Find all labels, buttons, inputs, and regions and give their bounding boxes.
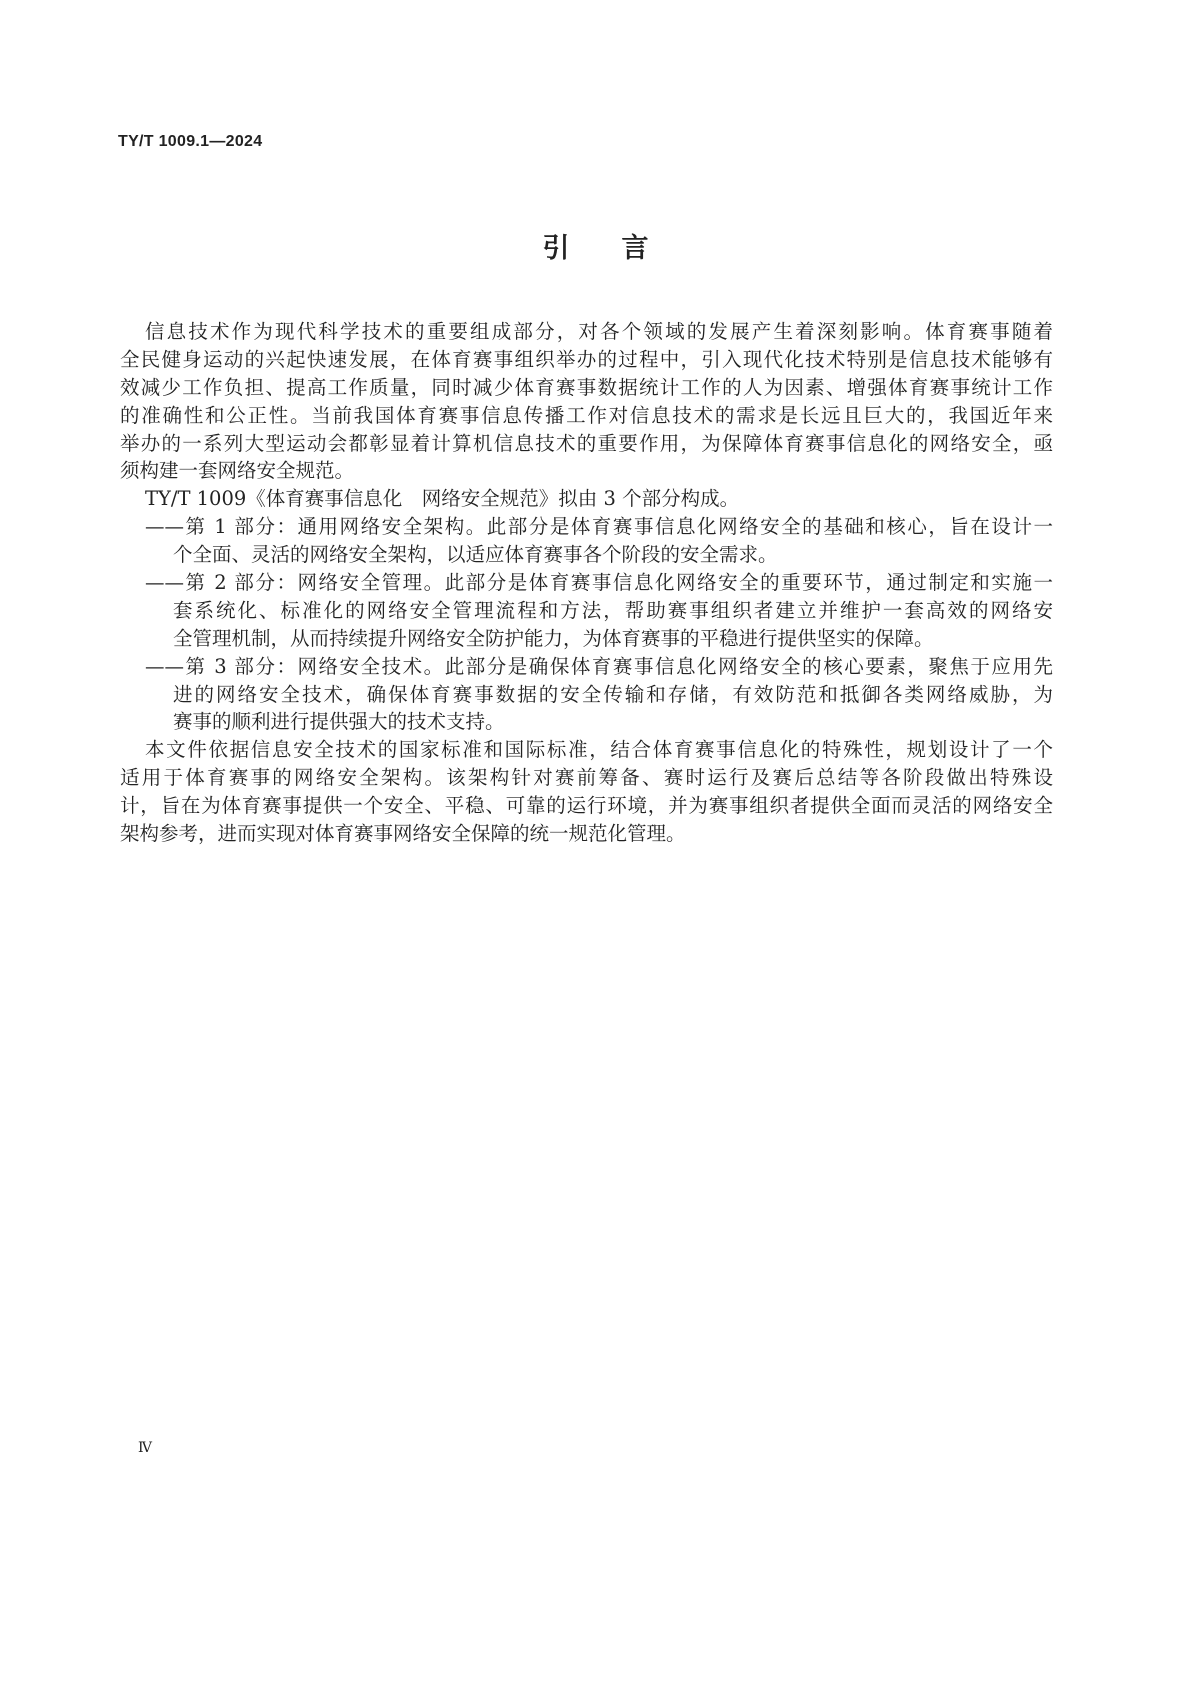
text-line: ——第 3 部分：网络安全技术。此部分是确保体育赛事信息化网络安全的核心要素，聚焦于应用先 <box>145 654 1053 678</box>
text-line: 的准确性和公正性。当前我国体育赛事信息传播工作对信息技术的需求是长远且巨大的，我国近年来 <box>120 403 1053 427</box>
text-line: 本文件依据信息安全技术的国家标准和国际标准，结合体育赛事信息化的特殊性，规划设计了一个 <box>145 738 1053 762</box>
title-char: 引 <box>542 233 570 264</box>
standard-code: TY/T 1009.1—2024 <box>118 133 263 150</box>
page-title <box>0 226 1191 265</box>
text-line: 效减少工作负担、提高工作质量，同时减少体育赛事数据统计工作的人为因素、增强体育赛事统计工作 <box>120 375 1053 399</box>
paragraph <box>120 736 1053 848</box>
text-line: ——第 2 部分：网络安全管理。此部分是体育赛事信息化网络安全的重要环节，通过制定和实施一 <box>145 571 1053 595</box>
text-line: 赛事的顺利进行提供强大的技术支持。 <box>173 710 505 734</box>
page-number: Ⅳ <box>138 1440 152 1456</box>
text-line: 须构建一套网络安全规范。 <box>120 459 355 483</box>
title-char: 言 <box>621 233 649 264</box>
text-line: 信息技术作为现代科学技术的重要组成部分，对各个领域的发展产生着深刻影响。体育赛事随着 <box>145 320 1053 343</box>
list-item <box>120 513 1053 569</box>
text-line: ——第 1 部分：通用网络安全架构。此部分是体育赛事信息化网络安全的基础和核心，旨在设计一 <box>145 515 1053 539</box>
text-line: 适用于体育赛事的网络安全架构。该架构针对赛前筹备、赛时运行及赛后总结等各阶段做出特殊设 <box>120 766 1053 790</box>
text-line: 套系统化、标准化的网络安全管理流程和方法，帮助赛事组织者建立并维护一套高效的网络安 <box>173 598 1053 622</box>
list-item <box>120 569 1053 653</box>
text-line: 个全面、灵活的网络安全架构，以适应体育赛事各个阶段的安全需求。 <box>173 543 778 567</box>
text-line: 进的网络安全技术，确保体育赛事数据的安全传输和存储，有效防范和抵御各类网络威胁，为 <box>173 682 1053 706</box>
text-line: 举办的一系列大型运动会都彰显着计算机信息技术的重要作用，为保障体育赛事信息化的网络安全，亟 <box>120 431 1053 455</box>
text-line: TY/T 1009《体育赛事信息化 网络安全规范》拟由 3 个部分构成。 <box>145 487 740 511</box>
list-item <box>120 653 1053 737</box>
text-line: 架构参考，进而实现对体育赛事网络安全保障的统一规范化管理。 <box>120 822 686 846</box>
introduction-body <box>120 318 1053 848</box>
paragraph <box>120 318 1053 485</box>
text-line: 计，旨在为体育赛事提供一个安全、平稳、可靠的运行环境，并为赛事组织者提供全面而灵活的网络安全 <box>120 794 1053 818</box>
text-line: 全管理机制，从而持续提升网络安全防护能力，为体育赛事的平稳进行提供坚实的保障。 <box>173 626 934 650</box>
text-line: 全民健身运动的兴起快速发展，在体育赛事组织举办的过程中，引入现代化技术特别是信息技术能够有 <box>120 347 1053 371</box>
paragraph <box>120 485 1053 513</box>
